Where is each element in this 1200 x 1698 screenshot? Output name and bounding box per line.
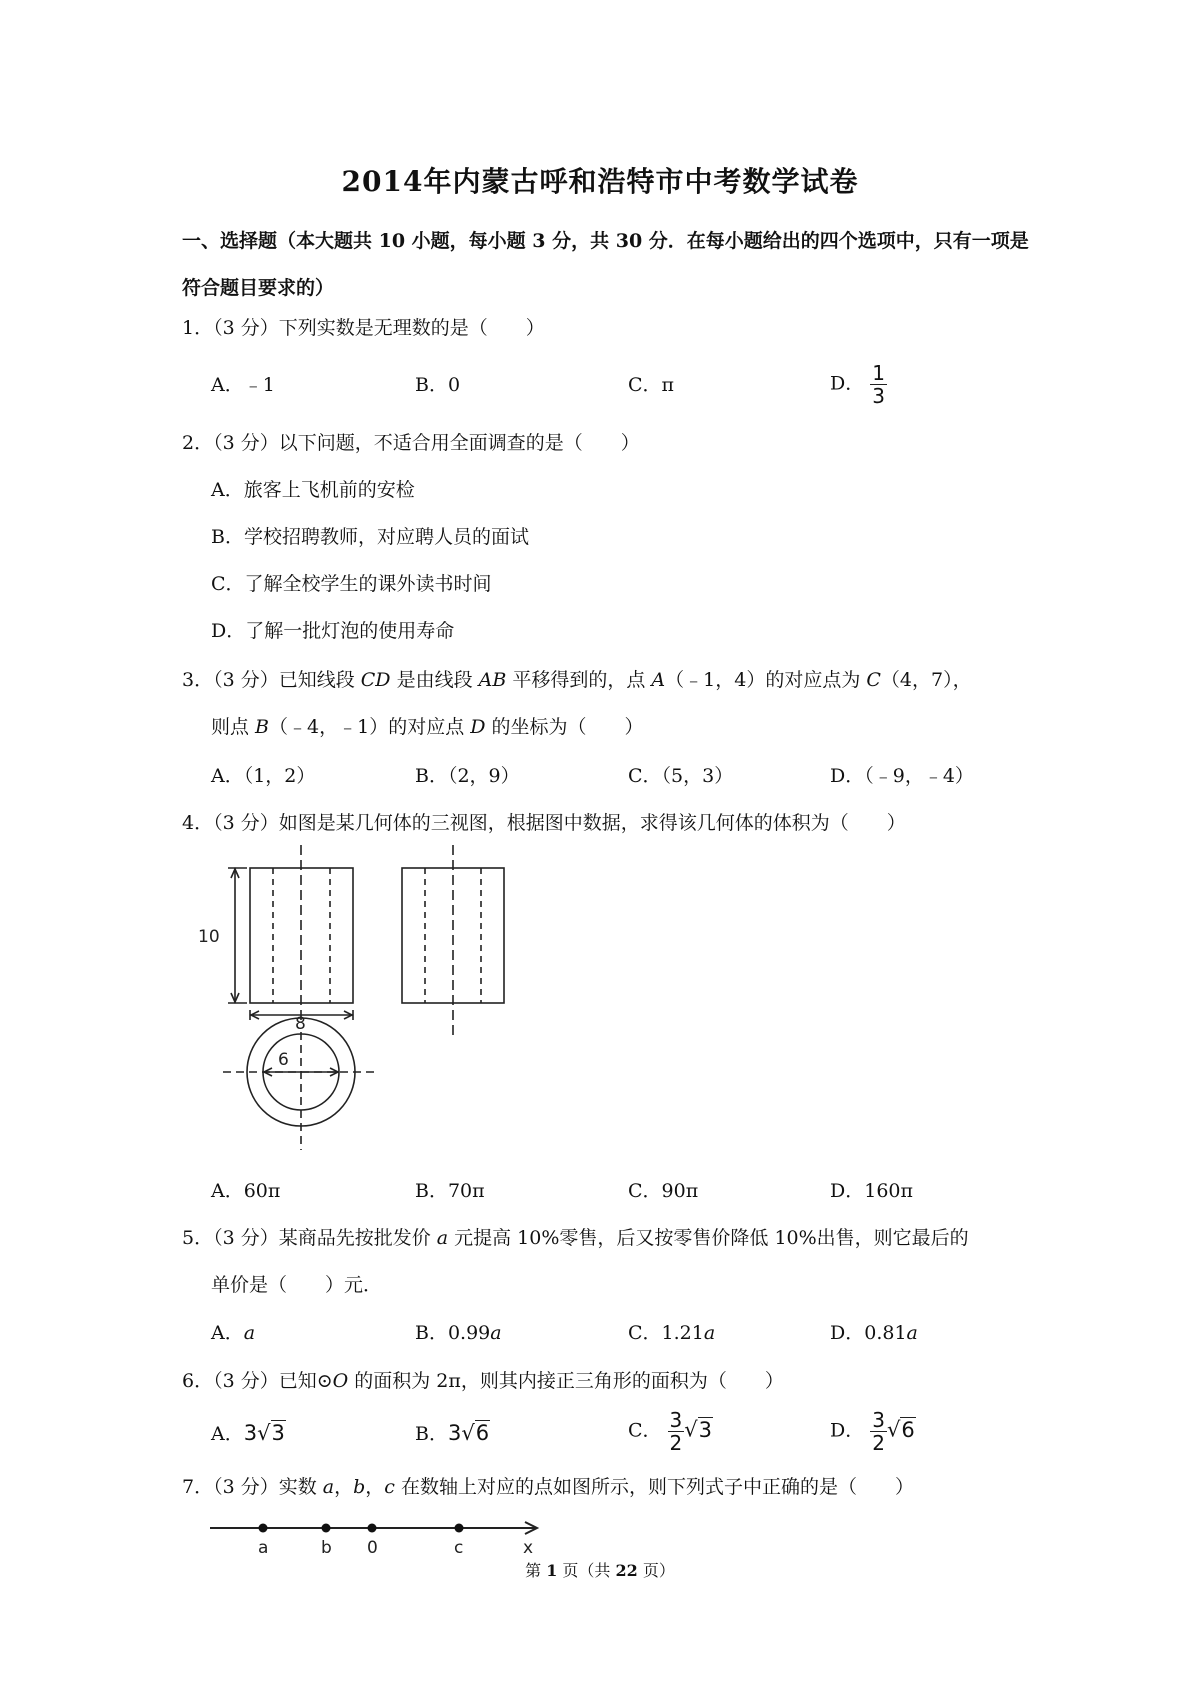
page-footer [0, 1558, 1200, 1581]
q2-option-b: B．学校招聘教师，对应聘人员的面试 [211, 526, 529, 548]
q4-option-c: C．90π [628, 1180, 699, 1202]
label-b: b [321, 1538, 332, 1558]
option-prefix: D． [830, 1419, 865, 1442]
math-var: C [866, 669, 881, 691]
text-run: ， [334, 1476, 354, 1498]
text-run: （4，7）， [880, 669, 972, 691]
footer-text: 第 [525, 1561, 547, 1580]
label-a: a [258, 1538, 269, 1558]
text-run: 在数轴上对应的点如图所示，则下列式子中正确的是（ ） [394, 1476, 914, 1498]
math-var: a [322, 1476, 335, 1498]
point-a [259, 1524, 268, 1533]
radicand: 6 [475, 1421, 490, 1445]
question-5-stem-cont: 单价是（ ）元． [211, 1274, 383, 1296]
text-run: 平移得到的，点 [506, 669, 652, 691]
text-run: （﹣4，﹣1）的对应点 [269, 716, 471, 738]
text-run: 5．（3 分）某商品先按批发价 [182, 1227, 437, 1249]
text-run: ， [365, 1476, 385, 1498]
q6-option-b [415, 1419, 490, 1446]
question-6-stem [182, 1366, 784, 1393]
fraction-numerator: 3 [872, 1408, 885, 1432]
footer-text: 页） [637, 1561, 675, 1580]
total-pages: 22 [615, 1561, 638, 1580]
text-run: 6．（3 分）已知⊙ [182, 1370, 333, 1392]
q5-option-c [628, 1318, 715, 1345]
q5-option-a [211, 1318, 255, 1345]
option-prefix: A． [211, 1423, 244, 1445]
q3-option-d: D．（﹣9，﹣4） [830, 765, 974, 787]
section-heading: 一、选择题（本大题共 10 小题，每小题 3 分，共 30 分．在每小题给出的四个选项中，只有一项是符合题目要求的） [182, 230, 1029, 299]
math-var: a [703, 1322, 716, 1344]
fraction [668, 1409, 685, 1454]
point-c [455, 1524, 464, 1533]
q2-option-d: D．了解一批灯泡的使用寿命 [211, 620, 455, 642]
q4-option-d: D．160π [830, 1180, 913, 1202]
math-var: a [243, 1322, 256, 1344]
q6-option-d [830, 1409, 916, 1454]
q1-option-d-label: D． [830, 372, 865, 395]
option-prefix: C． [628, 1419, 662, 1442]
text-run: 3．（3 分）已知线段 [182, 669, 361, 691]
coefficient: 3 [447, 1421, 462, 1445]
fraction [870, 1409, 887, 1454]
q2-option-a: A．旅客上飞机前的安检 [211, 479, 415, 501]
q2-option-c: C．了解全校学生的课外读书时间 [211, 573, 492, 595]
question-3-stem-cont [211, 712, 644, 739]
option-prefix: B． [415, 1423, 448, 1445]
fraction-denominator: 2 [669, 1431, 683, 1455]
math-var: b [353, 1476, 366, 1498]
q1-option-d [830, 362, 887, 407]
label-x: x [523, 1538, 534, 1558]
fraction-denominator: 2 [872, 1431, 885, 1455]
math-var: a [436, 1227, 449, 1249]
radicand: 3 [271, 1421, 285, 1445]
text-run: 7．（3 分）实数 [182, 1476, 323, 1498]
text-run: 的坐标为（ ） [485, 716, 644, 738]
option-prefix: B．0.99 [415, 1322, 491, 1344]
q5-option-d [830, 1318, 918, 1345]
math-var: CD [360, 669, 391, 691]
fraction [870, 362, 887, 407]
q4-option-b: B．70π [415, 1180, 485, 1202]
fraction-numerator: 3 [669, 1408, 683, 1432]
label-c: c [454, 1538, 464, 1558]
q3-option-c: C．（5，3） [628, 765, 734, 787]
text-run: 元提高 10%零售，后又按零售价降低 10%出售，则它最后的 [448, 1227, 969, 1249]
radicand: 3 [698, 1417, 713, 1442]
number-line-figure [205, 1518, 545, 1560]
math-var: a [906, 1322, 918, 1344]
radical: √3 [684, 1417, 713, 1442]
math-var: B [255, 716, 270, 738]
text-run: 的面积为 2π，则其内接正三角形的面积为（ ） [348, 1370, 784, 1392]
q6-option-a [211, 1419, 286, 1446]
q1-option-c: C．π [628, 374, 675, 396]
page-title: 2014年内蒙古呼和浩特市中考数学试卷 [341, 165, 859, 198]
fraction-denominator: 3 [872, 384, 885, 408]
math-var: A [651, 669, 666, 691]
radical-expression: 3√6 [447, 1421, 490, 1445]
option-prefix: C．1.21 [628, 1322, 704, 1344]
math-var: a [490, 1322, 502, 1344]
math-var: D [470, 716, 486, 738]
q5-option-b [415, 1318, 502, 1345]
question-7-stem [182, 1472, 914, 1499]
q6-option-c [628, 1409, 713, 1454]
radicand: 6 [901, 1417, 915, 1442]
question-3-stem [182, 665, 972, 692]
footer-text: 页（共 [557, 1561, 616, 1580]
q3-option-a: A．（1，2） [211, 765, 316, 787]
radical: √6 [886, 1417, 915, 1442]
option-prefix: D．0.81 [830, 1322, 907, 1344]
q1-option-b: B．0 [415, 374, 461, 396]
point-zero [368, 1524, 377, 1533]
height-label: 10 [198, 927, 220, 947]
text-run: 是由线段 [390, 669, 479, 691]
question-5-stem [182, 1223, 969, 1250]
q3-option-b: B．（2，9） [415, 765, 520, 787]
inner-diameter-label: 6 [278, 1050, 289, 1070]
text-run: 则点 [211, 716, 256, 738]
q4-option-a: A．60π [211, 1180, 281, 1202]
text-run: （﹣1，4）的对应点为 [665, 669, 867, 691]
question-2-stem: 2．（3 分）以下问题，不适合用全面调查的是（ ） [182, 432, 640, 454]
radical-expression: 3√3 [243, 1421, 285, 1445]
math-var: AB [478, 669, 507, 691]
question-4-stem: 4．（3 分）如图是某几何体的三视图，根据图中数据，求得该几何体的体积为（ ） [182, 812, 906, 834]
math-var: c [384, 1476, 395, 1498]
label-zero: 0 [367, 1538, 378, 1558]
question-1-stem: 1．（3 分）下列实数是无理数的是（ ） [182, 317, 545, 339]
option-prefix: A． [211, 1322, 244, 1344]
coefficient: 3 [243, 1421, 258, 1445]
fraction-numerator: 1 [872, 361, 885, 385]
point-b [322, 1524, 331, 1533]
math-var: O [332, 1370, 349, 1392]
width-label: 8 [295, 1014, 306, 1034]
page-number: 1 [546, 1561, 558, 1580]
three-view-figure [195, 840, 535, 1160]
q1-option-a: A．﹣1 [211, 374, 275, 396]
